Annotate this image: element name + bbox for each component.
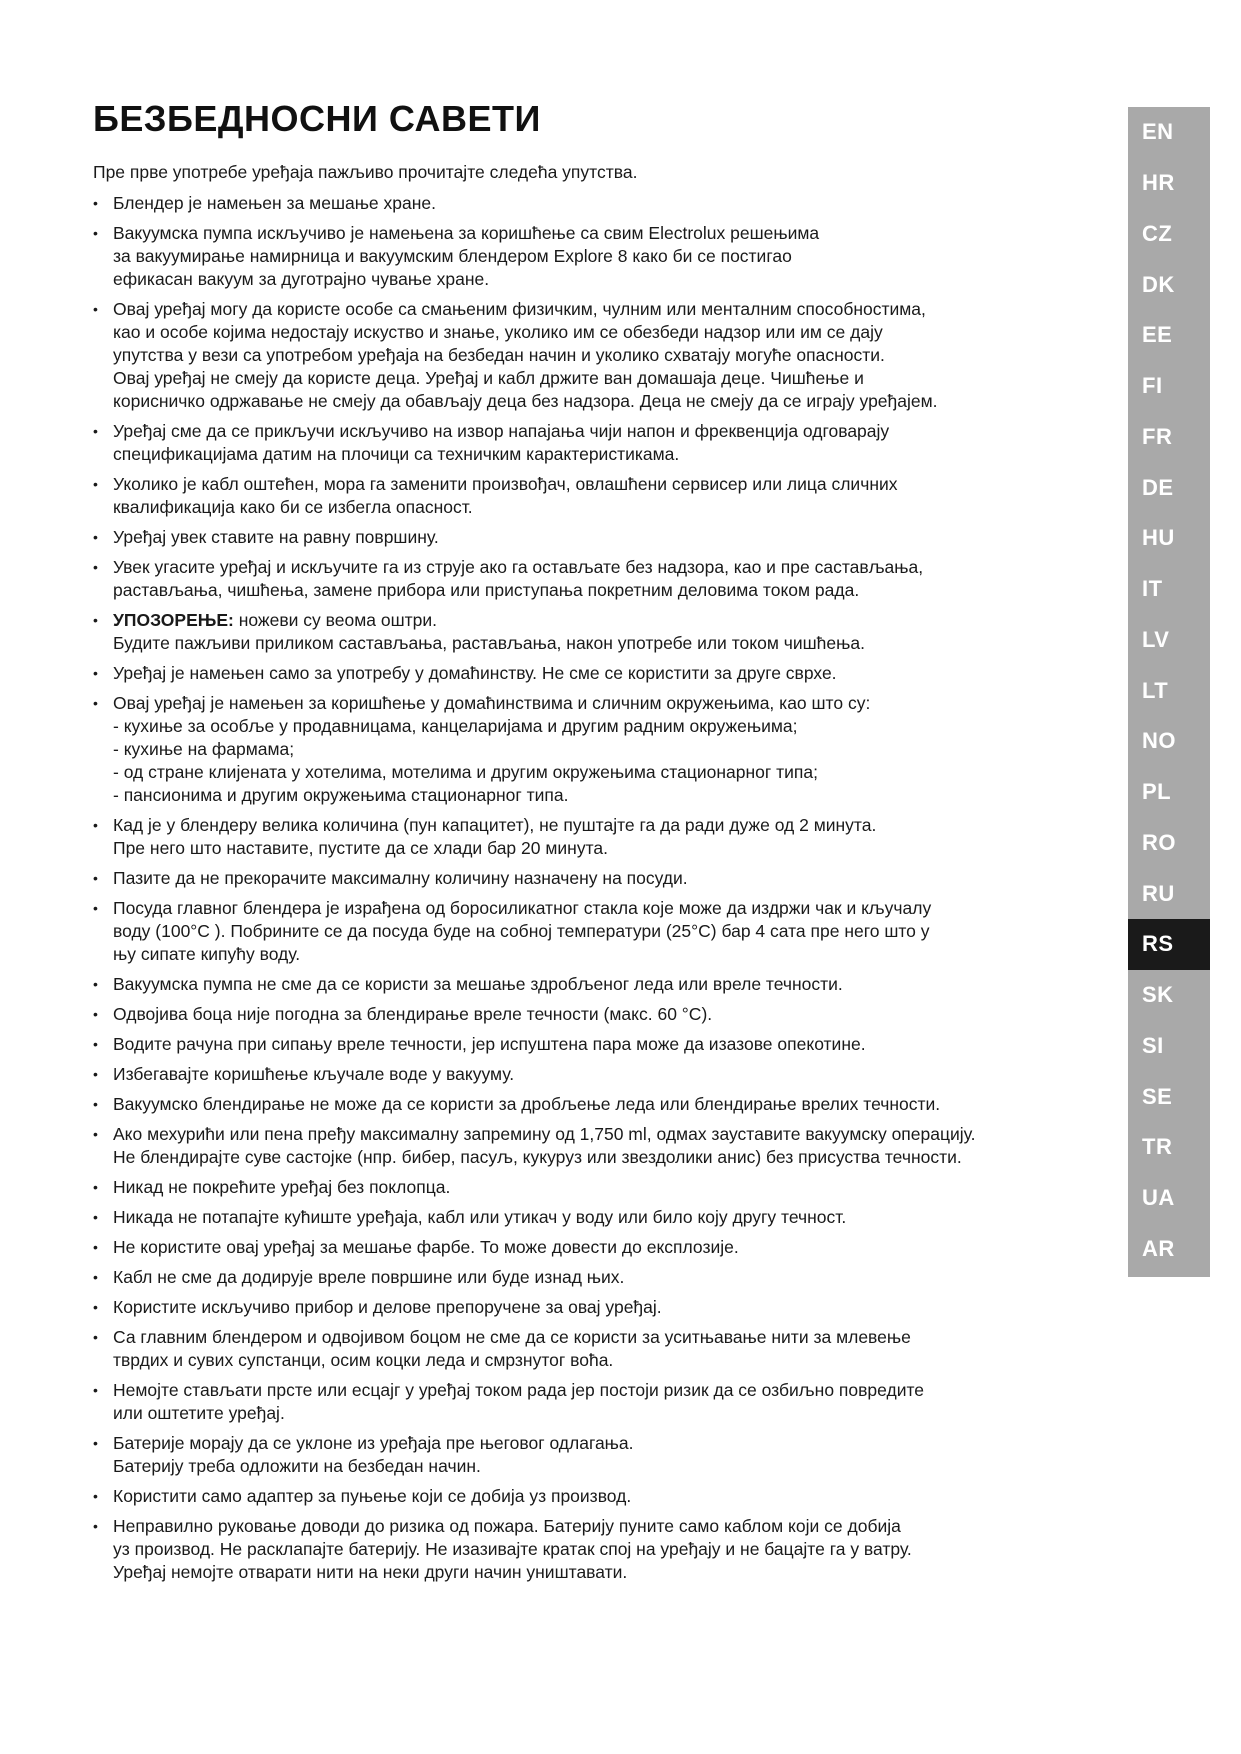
language-tab-ua[interactable]: UA (1142, 1185, 1175, 1211)
safety-item-line: Пре него што наставите, пустите да се хлади бар 20 минута. (113, 838, 608, 858)
safety-item (93, 1266, 1083, 1289)
safety-item (93, 814, 1083, 860)
safety-item (93, 1003, 1083, 1026)
safety-item (93, 1515, 1083, 1584)
language-tab-ru[interactable]: RU (1142, 880, 1175, 906)
safety-item (93, 867, 1083, 890)
safety-item (93, 662, 1083, 685)
safety-item (93, 1296, 1083, 1319)
safety-item (93, 1176, 1083, 1199)
language-tab-rs[interactable]: RS (1128, 919, 1210, 970)
safety-item-line: • Са главним блендером и одвојивом боцом не сме да се користи за уситњавање нити за млевење (113, 1327, 911, 1347)
language-tab-ee[interactable]: EE (1142, 322, 1173, 348)
safety-item (93, 1206, 1083, 1229)
safety-item-line: квалификација како би се избегла опасност. (113, 497, 473, 517)
safety-item-line: ефикасан вакуум за дуготрајно чување хране. (113, 269, 490, 289)
safety-item-line: • Избегавајте коришћење кључале воде у вакууму. (113, 1064, 515, 1084)
safety-item-line: • Никад не покрећите уређај без поклопца. (113, 1177, 451, 1197)
safety-item (93, 1379, 1083, 1425)
language-tab-dk[interactable]: DK (1142, 271, 1175, 297)
safety-item (93, 609, 1083, 655)
safety-item-line: • Уређај је намењен само за употребу у домаћинству. Не сме се користити за друге сврхе. (113, 663, 837, 683)
safety-item-line: Не блендирајте суве састојке (нпр. бибер, пасуљ, кукуруз или звездолики анис) без присуства течности. (113, 1147, 962, 1167)
safety-item-line: • Уређај увек ставите на равну површину. (113, 527, 439, 547)
page-title: БЕЗБЕДНОСНИ САВЕТИ (93, 98, 541, 139)
language-tab-cz[interactable]: CZ (1142, 220, 1173, 246)
language-tab-tr[interactable]: TR (1142, 1134, 1173, 1160)
language-tab-lv[interactable]: LV (1142, 626, 1170, 652)
safety-item-line: тврдих и сувих супстанци, осим коцки леда и смрзнутог воћа. (113, 1350, 614, 1370)
safety-item-line: растављања, чишћења, замене прибора или приступања покретним деловима током рада. (113, 580, 860, 600)
language-tab-hr[interactable]: HR (1142, 170, 1175, 196)
safety-item (93, 1033, 1083, 1056)
language-tab-se[interactable]: SE (1142, 1083, 1173, 1109)
safety-item-line: - пансионима и другим окружењима стационарног типа. (113, 785, 569, 805)
safety-item (93, 420, 1083, 466)
safety-item-line: ножеви су веома оштри. (233, 610, 438, 630)
language-tab-ar[interactable]: AR (1142, 1235, 1175, 1261)
safety-item-line: воду (100°C ). Побрините се да посуда буде на собној температури (25°C) бар 4 сата пре него што у (113, 921, 930, 941)
safety-item-line: • Користите искључиво прибор и делове препоручене за овај уређај. (113, 1297, 662, 1317)
safety-item-line: • Никада не потапајте кућиште уређаја, кабл или утикач у воду или било коју другу течност. (113, 1207, 847, 1227)
safety-item-line: • Неправилно руковање доводи до ризика од пожара. Батерију пуните само каблом који се добија (113, 1516, 901, 1536)
intro-text: Пре прве употребе уређаја пажљиво прочитајте следећа упутства. (93, 162, 638, 182)
language-sidebar (1128, 107, 1210, 1277)
language-tab-de[interactable]: DE (1142, 474, 1174, 500)
safety-item (93, 692, 1083, 807)
safety-item-line: корисничко одржавање не смеју да обављају деца без надзора. Деца не смеју да се играју уређајем. (113, 391, 938, 411)
safety-item (93, 1123, 1083, 1169)
safety-item-line: • Уређај сме да се прикључи искључиво на извор напајања чији напон и фреквенција одговарају (113, 421, 890, 441)
safety-item-line: • Блендер је намењен за мешање хране. (113, 193, 436, 213)
safety-item-line: Батерију треба одложити на безбедан начин. (113, 1456, 481, 1476)
safety-item (93, 1093, 1083, 1116)
safety-item (93, 897, 1083, 966)
safety-item-line: • Пазите да не прекорачите максималну количину назначену на посуди. (113, 868, 688, 888)
safety-item (93, 1485, 1083, 1508)
warning-label: УПОЗОРЕЊЕ: (113, 610, 234, 630)
safety-item (93, 1236, 1083, 1259)
safety-item-line: • Увек угасите уређај и искључите га из струје ако га остављате без надзора, као и пре састављања, (113, 557, 924, 577)
safety-item-line: Овај уређај не смеју да користе деца. Уређај и кабл држите ван домашаја деце. Чишћење и (113, 368, 864, 388)
safety-item (93, 556, 1083, 602)
safety-item (93, 973, 1083, 996)
safety-content (93, 98, 1083, 1591)
safety-item-line: • Уколико је кабл оштећен, мора га заменити произвођач, овлашћени сервисер или лица сличних (113, 474, 898, 494)
safety-item-line: • Батерије морају да се уклоне из уређаја пре његовог одлагања. (113, 1433, 634, 1453)
safety-item-line: • Ако мехурићи или пена пређу максималну запремину од 1,750 ml, одмах зауставите вакуумску операцију. (113, 1124, 976, 1144)
language-tab-si[interactable]: SI (1142, 1032, 1164, 1058)
safety-item-line: - од стране клијената у хотелима, мотелима и другим окружењима стационарног типа; (113, 762, 818, 782)
safety-item-line: или оштетите уређај. (113, 1403, 285, 1423)
safety-item-line: Уређај немојте отварати нити на неки други начин уништавати. (113, 1562, 628, 1582)
safety-item-line: • Одвојива боца није погодна за блендирање вреле течности (макс. 60 °C). (113, 1004, 713, 1024)
safety-item-line: - кухиње за особље у продавницама, канцеларијама и другим радним окружењима; (113, 716, 798, 736)
safety-item (93, 222, 1083, 291)
safety-item-line: • Посуда главног блендера је израђена од боросиликатног стакла које може да издржи чак и кључалу (113, 898, 932, 918)
safety-item-line: • Немојте стављати прсте или есцајг у уређај током рада јер постоји ризик да се озбиљно повредите (113, 1380, 925, 1400)
safety-item-line: • Кабл не сме да додирује вреле површине или буде изнад њих. (113, 1267, 625, 1287)
safety-item (93, 1326, 1083, 1372)
language-tab-no[interactable]: NO (1142, 728, 1176, 754)
language-tab-pl[interactable]: PL (1142, 779, 1172, 805)
safety-item-line: Будите пажљиви приликом састављања, растављања, након употребе или током чишћења. (113, 633, 865, 653)
safety-item-line: уз производ. Не расклапајте батерију. Не изазивајте кратак спој на уређају и не бацајте га у ватру. (113, 1539, 912, 1559)
safety-item-line: • Вакуумска пумпа не сме да се користи за мешање здробљеног леда или вреле течности. (113, 974, 843, 994)
language-tab-it[interactable]: IT (1142, 576, 1163, 602)
safety-item-line: • Кад је у блендеру велика количина (пун капацитет), не пуштајте га да ради дуже од 2 минута. (113, 815, 877, 835)
safety-item (93, 473, 1083, 519)
language-tab-hu[interactable]: HU (1142, 525, 1175, 551)
language-tab-lt[interactable]: LT (1142, 677, 1169, 703)
safety-item-line: њу сипате кипућу воду. (113, 944, 301, 964)
safety-item-line: • Не користите овај уређај за мешање фарбе. То може довести до експлозије. (113, 1237, 739, 1257)
safety-item-line: • Овај уређај могу да користе особе са смањеним физичким, чулним или менталним способностима, (113, 299, 926, 319)
language-tab-sk[interactable]: SK (1142, 982, 1174, 1008)
safety-item-line: • Користити само адаптер за пуњење који се добија уз производ. (113, 1486, 632, 1506)
safety-item (93, 1063, 1083, 1086)
safety-item (93, 298, 1083, 413)
language-tab-fi[interactable]: FI (1142, 373, 1163, 399)
safety-item-line: упутства у вези са употребом уређаја на безбедан начин и уколико схватају могуће опасности. (113, 345, 885, 365)
safety-item-line: • Водите рачуна при сипању вреле течности, јер испуштена пара може да изазове опекотине. (113, 1034, 866, 1054)
safety-item-line: • Вакуумско блендирање не може да се користи за дробљење леда или блендирање врелих течности. (113, 1094, 941, 1114)
language-tab-ro[interactable]: RO (1142, 829, 1176, 855)
safety-item (93, 192, 1083, 215)
language-tab-en[interactable]: EN (1142, 119, 1174, 145)
safety-item-line: спецификацијама датим на плочици са техничким карактеристикама. (113, 444, 680, 464)
safety-item-line: - кухиње на фармама; (113, 739, 295, 759)
safety-item (93, 1432, 1083, 1478)
safety-item-line: • Вакуумска пумпа искључиво је намењена за коришћење са свим Electrolux решењима (113, 223, 820, 243)
safety-item-line: као и особе којима недостају искуство и знање, уколико им се обезбеди надзор или им се дају (113, 322, 883, 342)
safety-item-line: • Овај уређај је намењен за коришћење у домаћинствима и сличним окружењима, као што су: (113, 693, 871, 713)
safety-item (93, 526, 1083, 549)
language-tab-fr[interactable]: FR (1142, 423, 1173, 449)
safety-list (93, 192, 1083, 1584)
safety-item-line: за вакуумирање намирница и вакуумским блендером Explore 8 како би се постигао (113, 246, 792, 266)
